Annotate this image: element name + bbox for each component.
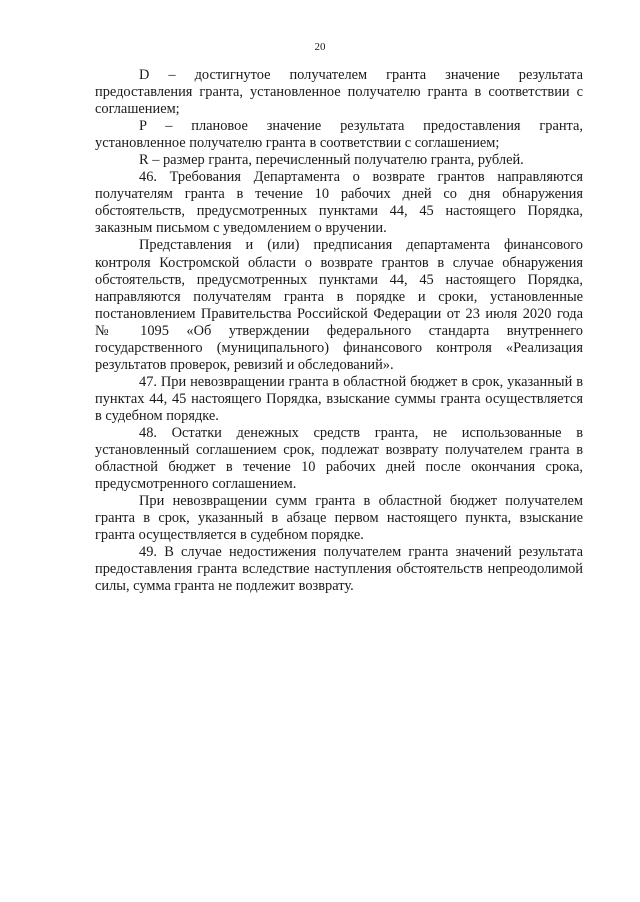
document-body	[95, 67, 583, 595]
paragraph-variable-p: P – плановое значение результата предоставления гранта, установленное получателю гранта в соответствии с соглашением;	[95, 118, 583, 152]
paragraph-variable-r: R – размер гранта, перечисленный получателю гранта, рублей.	[139, 152, 524, 169]
paragraph-48-non-return: При невозвращении сумм гранта в областной бюджет получателем гранта в срок, указанный в абзаце первом настоящего пункта, взыскание гранта осуществляется в судебном порядке.	[95, 493, 583, 544]
paragraph-46-representations: Представления и (или) предписания департамента финансового контроля Костромской области о возврате грантов в случае обнаружения обстоятельств, предусмотренных пунктами 44, 45 настоящего Порядка, направляются получателям гранта в порядке и сроки, установленные постановлением Правительства Российской Федерации от 23 июля 2020 года № 1095 «Об утверждении федерального стандарта внутреннего государственного (муниципального) финансового контроля «Реализация результатов проверок, ревизий и обследований».	[95, 237, 583, 373]
paragraph-49: 49. В случае недостижения получателем гранта значений результата предоставления гранта вследствие наступления обстоятельств непреодолимой силы, сумма гранта не подлежит возврату.	[95, 544, 583, 595]
paragraph-variable-d: D – достигнутое получателем гранта значение результата предоставления гранта, установленное получателю гранта в соответствии с соглашением;	[95, 67, 583, 118]
paragraph-48: 48. Остатки денежных средств гранта, не использованные в установленный соглашением срок, подлежат возврату получателем гранта в областной бюджет в течение 10 рабочих дней после окончания срока, предусмотренного соглашением.	[95, 424, 583, 493]
paragraph-47: 47. При невозвращении гранта в областной бюджет в срок, указанный в пунктах 44, 45 настоящего Порядка, взыскание суммы гранта осуществляется в судебном порядке.	[95, 373, 583, 424]
paragraph-46: 46. Требования Департамента о возврате грантов направляются получателям гранта в течение 10 рабочих дней со дня обнаружения обстоятельств, предусмотренных пунктами 44, 45 настоящего Порядка, заказным письмом с уведомлением о вручении.	[95, 169, 583, 237]
page-number: 20	[314, 41, 326, 53]
